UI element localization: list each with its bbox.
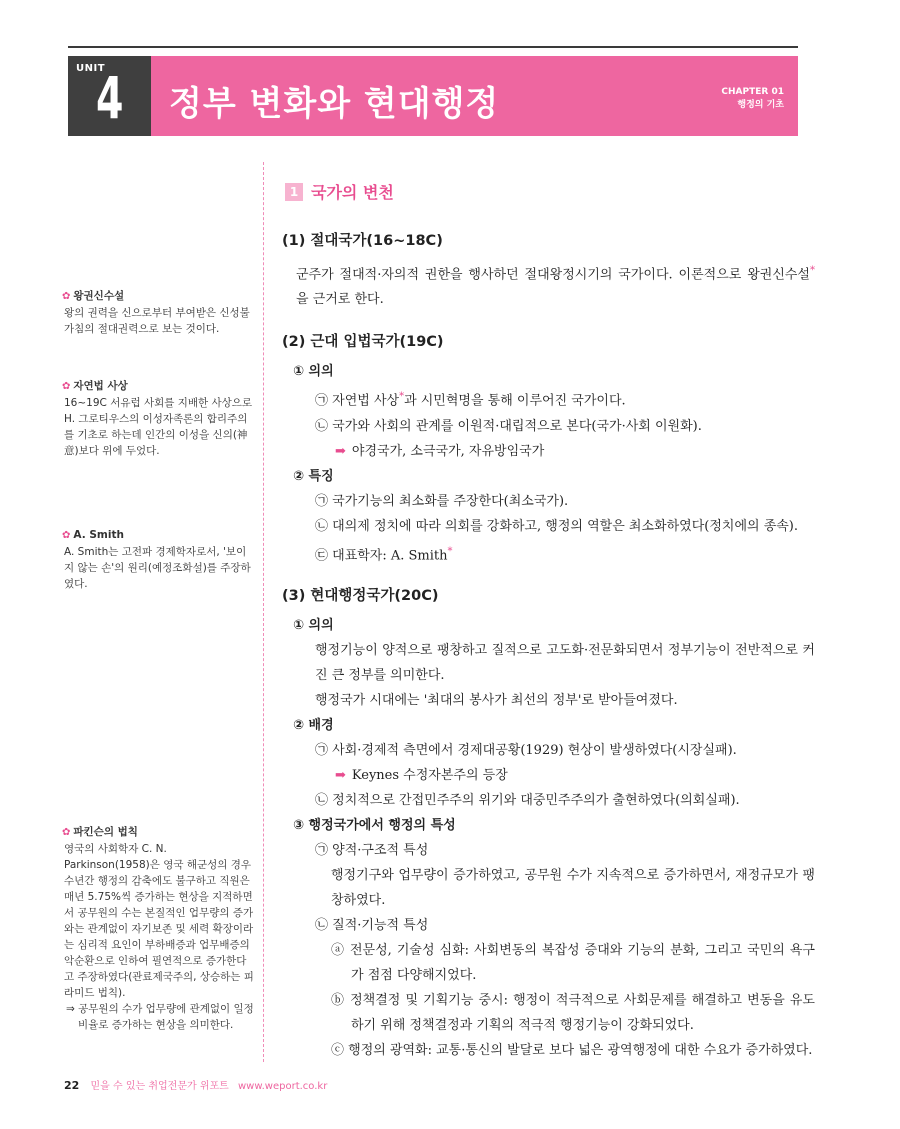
flower-icon: ✿	[62, 381, 71, 392]
item-heading: ② 특징	[293, 468, 334, 484]
chapter-meta	[721, 86, 784, 112]
subsection-title: (2) 근대 입법국가(19C)	[282, 334, 444, 351]
item-heading: ① 의의	[293, 364, 334, 380]
list-item: ➡ 야경국가, 소극국가, 자유방임국가	[335, 443, 545, 459]
flower-icon: ✿	[62, 291, 71, 302]
subsection-title: (3) 현대행정국가(20C)	[282, 587, 439, 604]
list-item: ⓑ 정책결정 및 기획기능 중시: 행정이 적극적으로 사회문제를 해결하고 변동을 유도하기 위해 정책결정과 기획의 적극적 행정기능이 강화되었다.	[331, 992, 815, 1033]
asterisk-icon: *	[447, 545, 453, 557]
note-title: A. Smith	[73, 529, 124, 541]
page-footer	[64, 1077, 327, 1092]
note-extra: ⇒ 공무원의 수가 업무량에 관계없이 일정비율로 증가하는 현상을 의미한다.	[66, 1003, 254, 1031]
list-item: ㉡ 대의제 정치에 따라 의회를 강화하고, 행정의 역할은 최소화하였다(정치에의 종속).	[315, 518, 799, 534]
unit-number: 4	[96, 64, 124, 132]
page-number: 22	[64, 1079, 80, 1092]
main-content	[282, 180, 815, 1063]
arrow-right-icon: ➡	[335, 767, 346, 783]
arrow-right-icon: ➡	[335, 443, 346, 459]
section-number: 1	[285, 183, 303, 201]
list-item: ㉡ 질적·기능적 특성	[315, 917, 429, 933]
item-heading: ③ 행정국가에서 행정의 특성	[293, 817, 456, 833]
sidebar-note	[62, 378, 254, 459]
note-body: 영국의 사회학자 C. N. Parkinson(1958)은 영국 해군성의 경우 수년간 행정의 감축에도 불구하고 직원은 매년 5.75%씩 증가하는 현상을 지적하면서 공무원의 수는 본질적인 업무량의 증가와는 관계없이 자기보존 및 세력 확장이라는 심리적 요인이 부하배증과 업무배증의 악순환으로 인하여 필연적으로 증가한다고 주장하였다(관료제국주의, 상승하는 피라미드 법칙).	[64, 843, 254, 999]
footer-url[interactable]: www.weport.co.kr	[237, 1081, 328, 1092]
paragraph: 군주가 절대적·자의적 권한을 행사하던 절대왕정시기의 국가이다. 이론적으로 왕권신수설*을 근거로 한다.	[296, 265, 815, 308]
paragraph: 행정기능이 양적으로 팽창하고 질적으로 고도화·전문화되면서 정부기능이 전반적으로 커진 큰 정부를 의미한다.	[315, 642, 815, 683]
sidebar-note	[62, 288, 254, 337]
list-item: ㉡ 정치적으로 간접민주주의 위기와 대중민주주의가 출현하였다(의회실패).	[315, 792, 740, 808]
asterisk-icon: *	[810, 265, 815, 276]
list-item: ➡ Keynes 수정자본주의 등장	[335, 767, 508, 783]
note-body: 왕의 권력을 신으로부터 부여받은 신성불가침의 절대권력으로 보는 것이다.	[64, 307, 250, 335]
note-title: 파킨슨의 법칙	[73, 826, 138, 838]
page-title: 정부 변화와 현대행정	[169, 84, 500, 124]
sidebar-note	[62, 824, 254, 1033]
flower-icon: ✿	[62, 530, 71, 541]
note-body: 16~19C 서유럽 사회를 지배한 사상으로 H. 그로티우스의 이성자족론의 합리주의를 기초로 하는데 인간의 이성을 신의(神意)보다 위에 두었다.	[64, 397, 253, 457]
unit-box	[68, 56, 151, 136]
column-divider	[263, 162, 264, 1062]
list-item: ㉡ 국가와 사회의 관계를 이원적·대립적으로 본다(국가·사회 이원화).	[315, 418, 702, 434]
item-heading: ① 의의	[293, 617, 334, 633]
title-banner	[151, 56, 798, 136]
footer-slogan: 믿을 수 있는 취업전문가 위포트	[90, 1081, 229, 1092]
chapter-label: CHAPTER 01	[721, 87, 784, 97]
asterisk-icon: *	[399, 391, 405, 403]
note-title: 왕권신수설	[73, 290, 125, 302]
note-title: 자연법 사상	[73, 380, 128, 392]
sidebar-note	[62, 527, 254, 592]
list-item: ⓐ 전문성, 기술성 심화: 사회변동의 복잡성 증대와 기능의 분화, 그리고 국민의 욕구가 점점 다양해지었다.	[331, 942, 815, 983]
unit-label: UNIT	[76, 63, 106, 74]
note-body: A. Smith는 고전파 경제학자로서, '보이지 않는 손'의 원리(예정조화설)를 주장하였다.	[64, 546, 251, 590]
paragraph: 행정기구와 업무량이 증가하였고, 공무원 수가 지속적으로 증가하면서, 재정규모가 팽창하였다.	[331, 867, 815, 908]
list-item: ㉠ 양적·구조적 특성	[315, 842, 429, 858]
section-title: 국가의 변천	[311, 183, 394, 202]
list-item: ㉠ 국가기능의 최소화를 주장한다(최소국가).	[315, 493, 569, 509]
item-heading: ② 배경	[293, 717, 334, 733]
list-item: ㉠ 자연법 사상*과 시민혁명을 통해 이루어진 국가이다.	[315, 391, 626, 409]
list-item: ⓒ 행정의 광역화: 교통·통신의 발달로 보다 넓은 광역행정에 대한 수요가 증가하였다.	[331, 1042, 813, 1058]
paragraph: 행정국가 시대에는 '최대의 봉사가 최선의 정부'로 받아들여졌다.	[315, 692, 678, 708]
section-heading	[285, 180, 815, 203]
chapter-name: 행정의 기초	[737, 100, 784, 110]
subsection-title: (1) 절대국가(16~18C)	[282, 233, 443, 249]
header-rule	[68, 46, 798, 48]
list-item: ㉠ 사회·경제적 측면에서 경제대공황(1929) 현상이 발생하였다(시장실패).	[315, 742, 737, 758]
list-item: ㉢ 대표학자: A. Smith*	[315, 545, 453, 563]
flower-icon: ✿	[62, 827, 71, 838]
